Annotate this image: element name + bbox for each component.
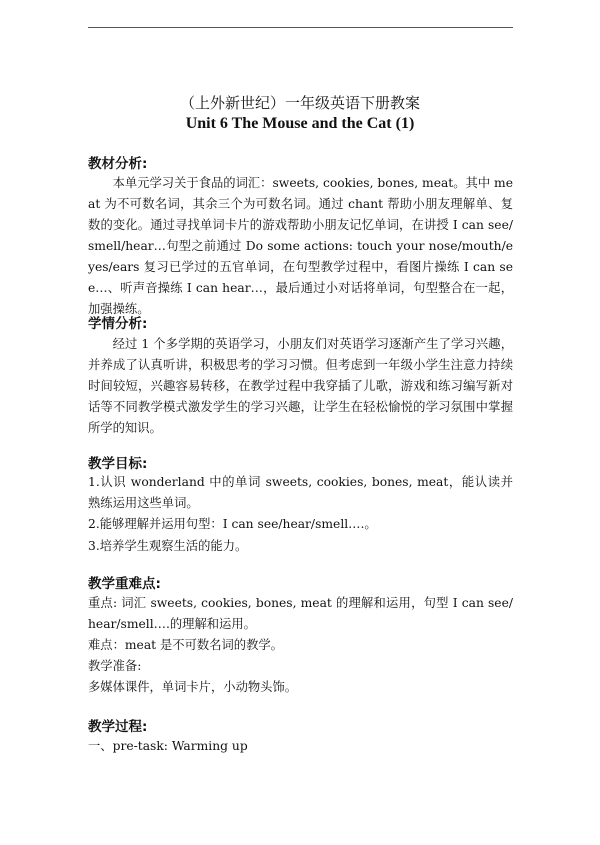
header-rule bbox=[88, 27, 513, 28]
section-heading-process: 教学过程: bbox=[88, 719, 148, 735]
document-title: （上外新世纪）一年级英语下册教案 bbox=[179, 94, 420, 112]
students-paragraph: 经过 1 个多学期的英语学习，小朋友们对英语学习逐渐产生了学习兴趣，并养成了认真听讲，积极思考的学习习惯。但考虑到一年级小学生注意力持续时间较短，兴趣容易转移，在教学过程中我穿插了儿歌，游戏和练习编写新对话等不同教学模式激发学生的学习兴趣，让学生在轻松愉悦的学习氛围中掌握所学的知识。 bbox=[88, 337, 513, 435]
objective-item-2: 2.能够理解并运用句型：I can see/hear/smell….。 bbox=[88, 517, 377, 531]
preparation-label: 教学准备: bbox=[88, 659, 142, 673]
key-point-text: 重点: 词汇 sweets, cookies, bones, meat 的理解和运用，句型 I can see/hear/smell….的理解和运用。 bbox=[88, 596, 513, 631]
document-subtitle: Unit 6 The Mouse and the Cat (1) bbox=[185, 115, 415, 132]
objective-item-1: 1.认识 wonderland 中的单词 sweets, cookies, bones, meat，能认读并熟练运用这些单词。 bbox=[88, 475, 513, 510]
section-heading-students: 学情分析: bbox=[88, 316, 148, 332]
section-heading-key-points: 教学重难点: bbox=[88, 576, 161, 592]
difficult-point-text: 难点：meat 是不可数名词的教学。 bbox=[88, 638, 283, 652]
preparation-text: 多媒体课件，单词卡片，小动物头饰。 bbox=[88, 680, 298, 694]
process-step-1: 一、pre-task: Warming up bbox=[88, 739, 248, 753]
section-heading-materials: 教材分析: bbox=[88, 156, 148, 172]
objective-item-3: 3.培养学生观察生活的能力。 bbox=[88, 539, 248, 553]
materials-paragraph: 本单元学习关于食品的词汇：sweets, cookies, bones, meat。其中 meat 为不可数名词，其余三个为可数名词。通过 chant 帮助小朋友理解单、复数的变化。通过寻找单词卡片的游戏帮助小朋友记忆单词，在讲授 I can see/smell/hear…句型之前通过 Do some actions: touch your nose/mouth/eyes/ears 复习已学过的五官单词，在句型教学过程中，看图片操练 I can see…、听声音操练 I can hear…，最后通过小对话将单词，句型整合在一起，加强操练。 bbox=[88, 176, 513, 316]
section-heading-objectives: 教学目标: bbox=[88, 456, 148, 472]
